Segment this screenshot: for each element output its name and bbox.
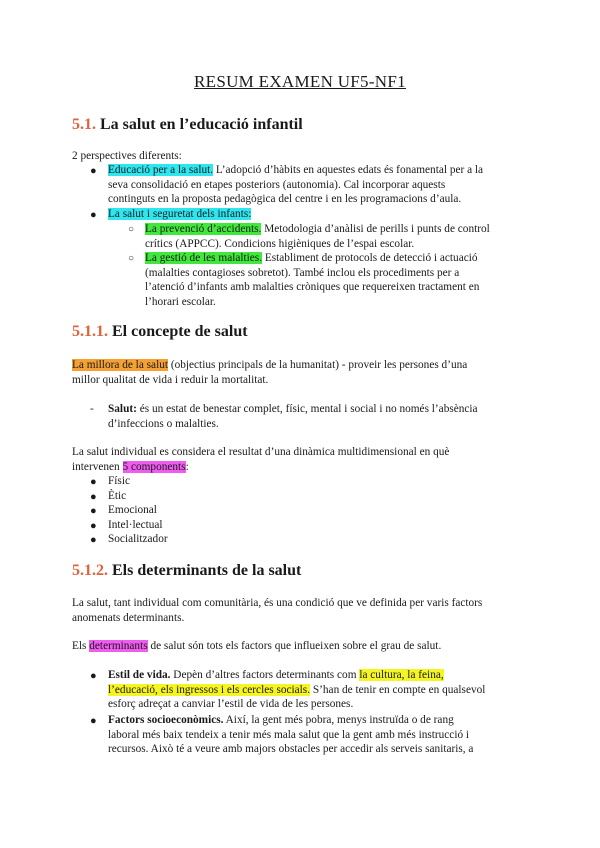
- text: intervenen: [72, 460, 123, 473]
- highlight: Educació per a la salut.: [108, 164, 214, 176]
- text: (objectius principals de la humanitat) - proveir les persones d’una: [168, 359, 468, 371]
- list-item: [108, 207, 251, 222]
- text: Així, la gent més pobra, menys instruïda o de rang: [223, 714, 454, 726]
- list-item: [108, 713, 548, 757]
- bullet-icon: ●: [90, 491, 97, 503]
- text: Metodologia d’anàlisi de perills i punts de control: [261, 223, 490, 235]
- bullet-icon: ●: [90, 670, 97, 682]
- text: anomenats determinants.: [72, 611, 185, 624]
- highlight: La prevenció d’accidents.: [145, 223, 262, 235]
- list-item: Socialitzador: [108, 533, 168, 545]
- bullet-icon: ●: [90, 715, 97, 727]
- text: S’han de tenir en compte en qualsevol: [310, 683, 486, 696]
- paragraph: [72, 358, 542, 387]
- text: L’adopció d’hàbits en aquestes edats és fonamental per a la: [213, 164, 484, 176]
- section-title: La salut en l’educació infantil: [100, 116, 303, 133]
- paragraph: 2 perspectives diferents:: [72, 150, 182, 162]
- bold-term: Factors socioeconòmics.: [108, 714, 224, 726]
- bold-term: Salut:: [108, 403, 137, 415]
- text: esforç adreçat a canviar l’estil de vida de les persones.: [108, 698, 354, 711]
- text: seva consolidació en etapes posteriors (autonomia). Cal incorporar aquests: [108, 178, 446, 191]
- list-item: Ètic: [108, 490, 127, 502]
- list-item: Emocional: [108, 504, 157, 516]
- section-number: 5.1.2.: [72, 562, 108, 579]
- paragraph: [72, 639, 542, 654]
- text: Establiment de protocols de detecció i actuació: [262, 252, 478, 264]
- bullet-icon: ●: [90, 505, 97, 517]
- circle-bullet-icon: ○: [128, 253, 135, 264]
- text: millor qualitat de vida i reduir la mortalitat.: [72, 373, 269, 386]
- text: Depèn d’altres factors determinants com: [170, 669, 360, 681]
- bullet-icon: ●: [90, 476, 97, 488]
- text: (malalties contagioses sobretot). També inclou els procediments per a: [145, 266, 460, 279]
- section-heading-5-1-1: [72, 323, 248, 341]
- list-item: [145, 251, 545, 309]
- text: recursos. Això té a veure amb majors obstacles per accedir als serveis sanitaris, a: [108, 743, 474, 756]
- paragraph: [72, 445, 542, 474]
- text: La salut individual es considera el resultat d’una dinàmica multidimensional en què: [72, 446, 450, 458]
- list-item: Intel·lectual: [108, 519, 163, 531]
- text: :: [185, 460, 189, 473]
- list-item: [108, 668, 548, 712]
- text: crítics (APPCC). Condicions higièniques de l’espai escolar.: [145, 237, 415, 250]
- bullet-icon: ●: [90, 520, 97, 532]
- text: l’atenció d’infants amb malalties cròniques que requereixen tractament en: [145, 281, 480, 294]
- circle-bullet-icon: ○: [128, 224, 135, 235]
- highlight: 5 components: [122, 460, 186, 473]
- text: Els: [72, 640, 90, 652]
- dash-bullet: -: [90, 403, 94, 415]
- paragraph: [72, 596, 542, 625]
- highlight: determinants: [89, 640, 148, 652]
- highlight: la cultura, la feina,: [359, 669, 444, 681]
- section-number: 5.1.: [72, 116, 96, 133]
- section-heading-5-1: [72, 116, 303, 134]
- section-title: Els determinants de la salut: [112, 562, 302, 579]
- highlight: La gestió de les malalties.: [145, 252, 263, 264]
- list-item: [145, 222, 545, 251]
- text: l’horari escolar.: [145, 295, 216, 308]
- section-number: 5.1.1.: [72, 323, 108, 340]
- section-title: El concepte de salut: [112, 323, 248, 340]
- highlight: La millora de la salut: [72, 359, 168, 371]
- bold-term: Estil de vida.: [108, 669, 171, 681]
- text: laboral més baix tendeix a tenir més mala salut que la gent amb més instrucció i: [108, 728, 470, 741]
- definition: [108, 402, 548, 431]
- bullet-icon: ●: [90, 165, 97, 177]
- text: La salut, tant individual com comunitària, és una condició que ve definida per varis factors: [72, 597, 483, 609]
- list-item: Físic: [108, 475, 130, 487]
- text: d’infeccions o malalties.: [108, 417, 219, 430]
- bullet-icon: ●: [90, 534, 97, 546]
- text: continguts en la proposta pedagògica del centre i en les programacions d’aula.: [108, 193, 462, 206]
- section-heading-5-1-2: [72, 562, 301, 580]
- text: de salut són tots els factors que influeixen sobre el grau de salut.: [147, 640, 442, 652]
- document-title: RESUM EXAMEN UF5-NF1: [194, 72, 406, 91]
- list-item: [108, 163, 548, 207]
- highlight: l’educació, els ingressos i els cercles socials.: [108, 683, 311, 696]
- text: és un estat de benestar complet, físic, mental i social i no només l’absència: [136, 403, 478, 415]
- bullet-icon: ●: [90, 209, 97, 221]
- highlight: La salut i seguretat dels infants:: [108, 208, 252, 220]
